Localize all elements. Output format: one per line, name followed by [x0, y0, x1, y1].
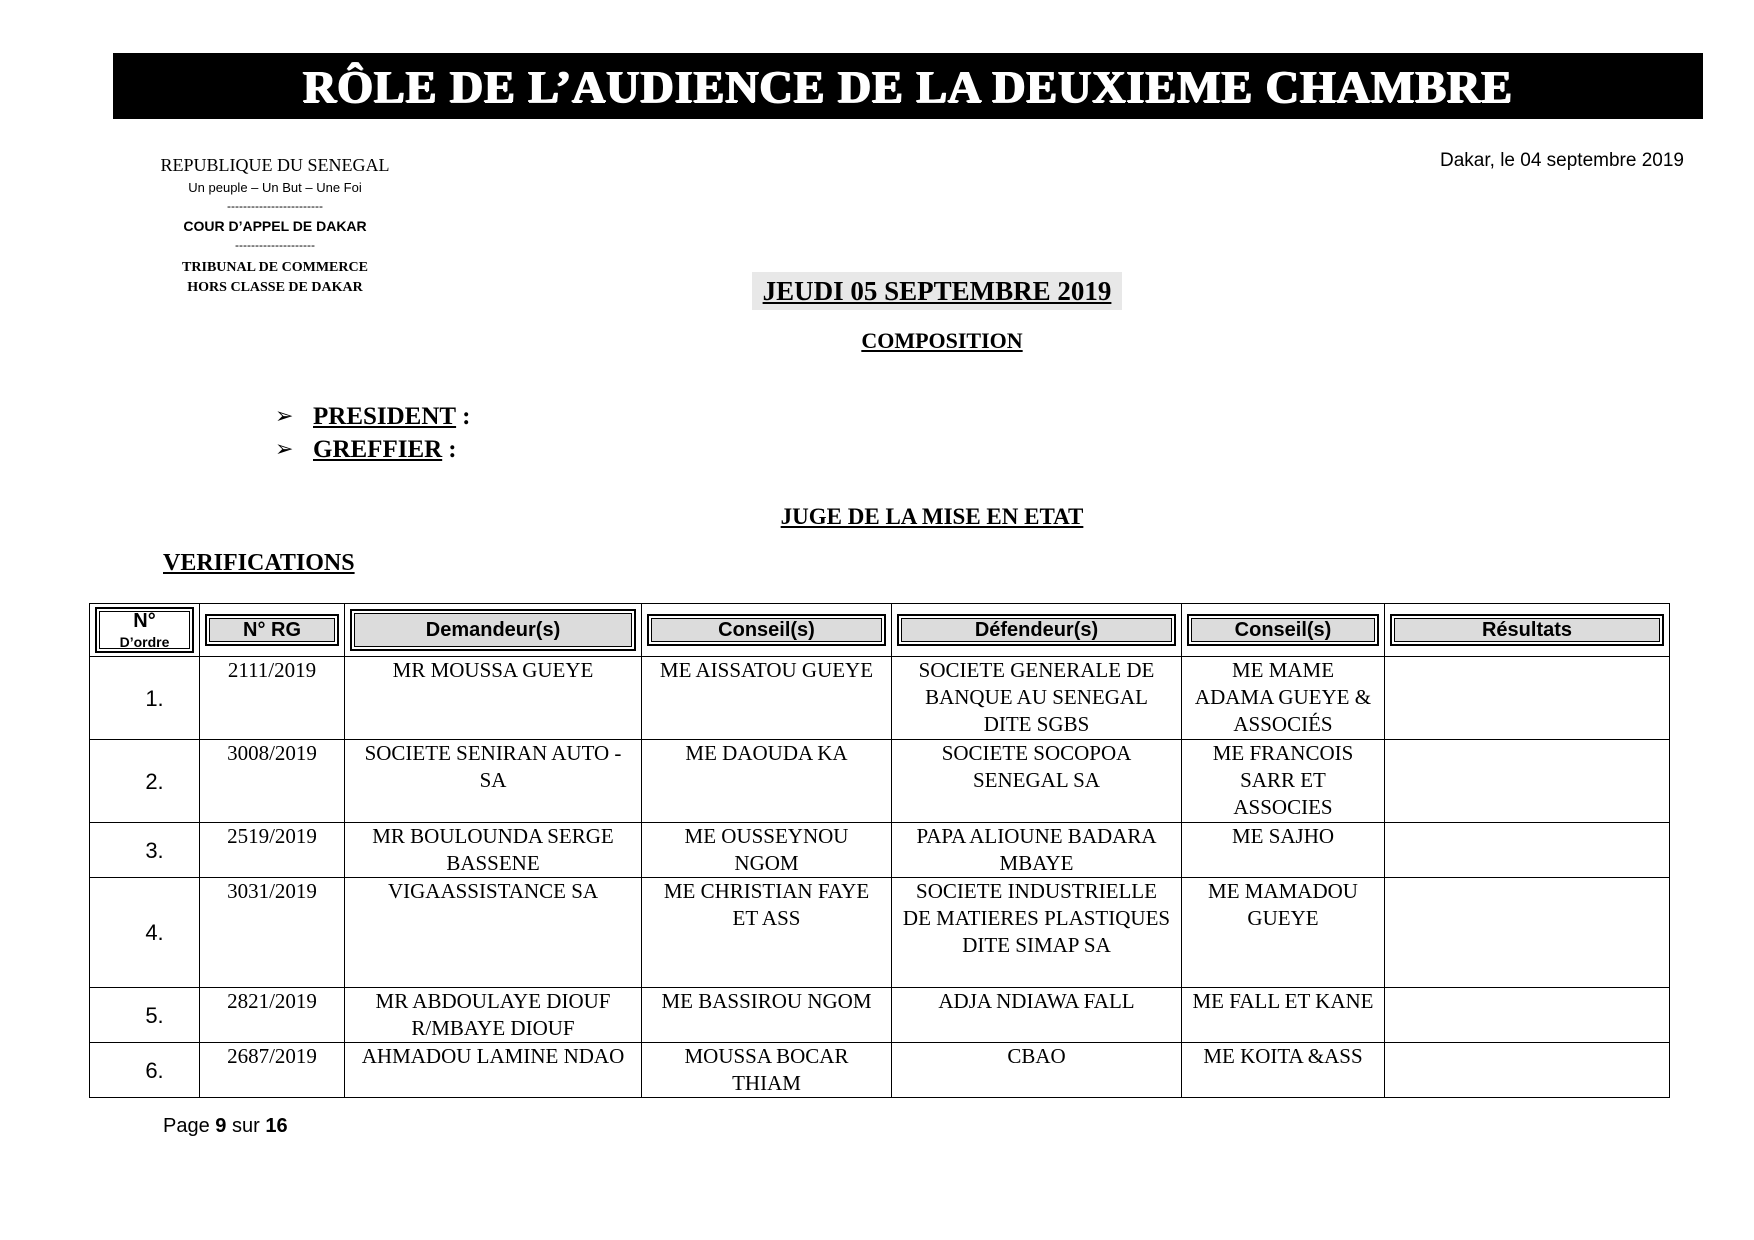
arrow-bullet-icon: ➢ [275, 437, 294, 462]
row-demandeur: MR ABDOULAYE DIOUF R/MBAYE DIOUF [345, 988, 642, 1043]
tribunal-line-2: HORS CLASSE DE DAKAR [187, 280, 363, 295]
header-defendeur: Défendeur(s) [892, 604, 1182, 657]
row-conseil-demandeur: ME CHRISTIAN FAYE ET ASS [642, 878, 892, 988]
composition-heading: COMPOSITION [861, 328, 1023, 353]
role-item-president [275, 400, 470, 433]
header-demandeur: Demandeur(s) [345, 604, 642, 657]
role-separator: : [448, 435, 457, 463]
institution-header [130, 155, 420, 298]
row-resultat [1385, 878, 1670, 988]
national-motto: Un peuple – Un But – Une Foi [188, 180, 362, 195]
table-header-row [90, 604, 1670, 657]
row-conseil-defendeur: ME FRANCOIS SARR ET ASSOCIES [1182, 740, 1385, 823]
header-separator: ------------------------ [227, 199, 323, 213]
page-of-word: sur [231, 1115, 260, 1137]
row-conseil-demandeur: ME BASSIROU NGOM [642, 988, 892, 1043]
tribunal-line-1: TRIBUNAL DE COMMERCE [182, 260, 368, 275]
row-conseil-defendeur: ME MAMADOU GUEYE [1182, 878, 1385, 988]
table-row [90, 988, 1670, 1043]
court-name: COUR D’APPEL DE DAKAR [183, 218, 367, 234]
row-defendeur: ADJA NDIAWA FALL [892, 988, 1182, 1043]
row-defendeur: SOCIETE GENERALE DE BANQUE AU SENEGAL DITE SGBS [892, 657, 1182, 740]
row-demandeur: SOCIETE SENIRAN AUTO - SA [345, 740, 642, 823]
header-order [90, 604, 200, 657]
row-defendeur: SOCIETE SOCOPOA SENEGAL SA [892, 740, 1182, 823]
row-rg: 2111/2019 [200, 657, 345, 740]
page-word: Page [163, 1115, 210, 1137]
table-row [90, 657, 1670, 740]
section-heading: VERIFICATIONS [163, 550, 355, 576]
page-total: 16 [265, 1115, 288, 1137]
row-demandeur: VIGAASSISTANCE SA [345, 878, 642, 988]
row-number: 4. [90, 878, 200, 988]
row-demandeur: MR MOUSSA GUEYE [345, 657, 642, 740]
tribunal-name [130, 258, 420, 298]
table-row [90, 740, 1670, 823]
row-number: 1. [90, 657, 200, 740]
row-number: 5. [90, 988, 200, 1043]
row-resultat [1385, 823, 1670, 878]
hearing-date-title: JEUDI 05 SEPTEMBRE 2019 [752, 272, 1122, 310]
row-conseil-demandeur: ME OUSSEYNOU NGOM [642, 823, 892, 878]
row-rg: 2821/2019 [200, 988, 345, 1043]
row-rg: 3031/2019 [200, 878, 345, 988]
row-conseil-defendeur: ME SAJHO [1182, 823, 1385, 878]
header-conseil-demandeur: Conseil(s) [642, 604, 892, 657]
header-resultats: Résultats [1385, 604, 1670, 657]
republic-name: REPUBLIQUE DU SENEGAL [160, 155, 390, 175]
row-number: 6. [90, 1043, 200, 1098]
row-resultat [1385, 988, 1670, 1043]
table-row [90, 878, 1670, 988]
role-separator: : [462, 402, 471, 430]
row-defendeur: SOCIETE INDUSTRIELLE DE MATIERES PLASTIQUES DITE SIMAP SA [892, 878, 1182, 988]
header-rg: N° RG [200, 604, 345, 657]
row-rg: 2519/2019 [200, 823, 345, 878]
page-current: 9 [215, 1115, 227, 1137]
row-demandeur: MR BOULOUNDA SERGE BASSENE [345, 823, 642, 878]
juge-heading: JUGE DE LA MISE EN ETAT [780, 504, 1084, 529]
page-counter [163, 1115, 288, 1138]
header-order-sublabel: D’ordre [119, 634, 170, 650]
row-conseil-demandeur: ME DAOUDA KA [642, 740, 892, 823]
header-conseil-defendeur: Conseil(s) [1182, 604, 1385, 657]
table-row [90, 1043, 1670, 1098]
row-conseil-defendeur: ME MAME ADAMA GUEYE & ASSOCIÉS [1182, 657, 1385, 740]
row-number: 3. [90, 823, 200, 878]
role-label: PRESIDENT [313, 402, 457, 430]
role-label: GREFFIER [313, 435, 443, 463]
arrow-bullet-icon: ➢ [275, 404, 294, 429]
row-defendeur: CBAO [892, 1043, 1182, 1098]
row-resultat [1385, 1043, 1670, 1098]
row-defendeur: PAPA ALIOUNE BADARA MBAYE [892, 823, 1182, 878]
row-resultat [1385, 657, 1670, 740]
row-number: 2. [90, 740, 200, 823]
row-conseil-defendeur: ME FALL ET KANE [1182, 988, 1385, 1043]
row-conseil-demandeur: ME AISSATOU GUEYE [642, 657, 892, 740]
role-item-greffier [275, 433, 470, 466]
row-conseil-demandeur: MOUSSA BOCAR THIAM [642, 1043, 892, 1098]
page-title: RÔLE DE L’AUDIENCE DE LA DEUXIEME CHAMBRE [303, 60, 1513, 112]
table-row [90, 823, 1670, 878]
header-separator: -------------------- [235, 238, 315, 252]
row-resultat [1385, 740, 1670, 823]
document-date: Dakar, le 04 septembre 2019 [1440, 150, 1684, 171]
row-demandeur: AHMADOU LAMINE NDAO [345, 1043, 642, 1098]
row-rg: 3008/2019 [200, 740, 345, 823]
composition-list [275, 400, 470, 466]
hearing-table [89, 603, 1670, 1098]
row-rg: 2687/2019 [200, 1043, 345, 1098]
title-banner [113, 53, 1703, 119]
row-conseil-defendeur: ME KOITA &ASS [1182, 1043, 1385, 1098]
header-order-label: N° [133, 610, 156, 632]
